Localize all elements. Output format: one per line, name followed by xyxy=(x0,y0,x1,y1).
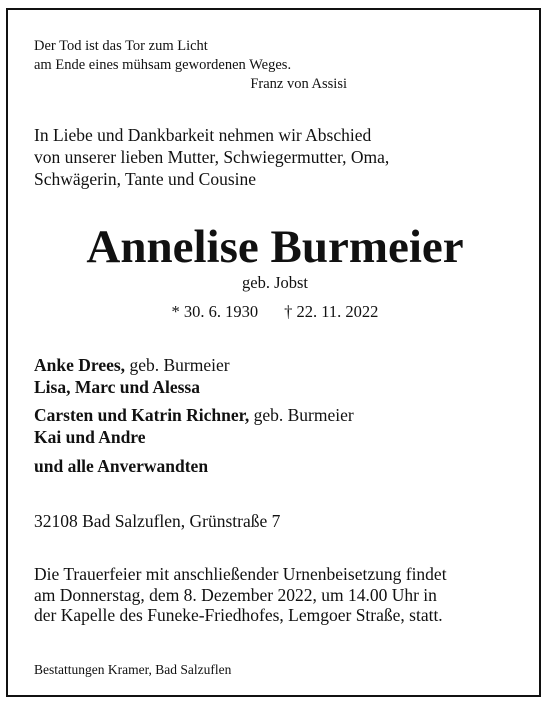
funeral-line: Die Trauerfeier mit anschließender Urnenbeisetzung findet xyxy=(34,564,447,584)
intro-line: Schwägerin, Tante und Cousine xyxy=(34,169,257,189)
mourners-list xyxy=(34,354,354,477)
undertaker: Bestattungen Kramer, Bad Salzuflen xyxy=(34,662,232,677)
mourner-line: Kai und Andre xyxy=(34,427,146,447)
birth-date: * 30. 6. 1930 xyxy=(171,302,259,321)
deceased-name: Annelise Burmeier xyxy=(86,221,464,273)
death-date: † 22. 11. 2022 xyxy=(284,302,379,321)
intro-line: von unserer lieben Mutter, Schwiegermutter, Oma, xyxy=(34,147,390,167)
life-dates xyxy=(0,302,550,322)
intro-line: In Liebe und Dankbarkeit nehmen wir Abschied xyxy=(34,125,372,145)
intro-text xyxy=(34,124,389,190)
birth-name: geb. Jobst xyxy=(242,273,308,292)
address: 32108 Bad Salzuflen, Grünstraße 7 xyxy=(34,511,281,531)
mourner-name: Carsten und Katrin Richner, xyxy=(34,405,250,425)
mourner-line xyxy=(34,354,354,376)
poem-line: am Ende eines mühsam gewordenen Weges. xyxy=(34,57,292,73)
funeral-line: am Donnerstag, dem 8. Dezember 2022, um 14.00 Uhr in xyxy=(34,584,437,605)
mourner-name: Anke Drees, xyxy=(34,355,126,375)
funeral-line: der Kapelle des Funeke-Friedhofes, Lemgoer Straße, statt. xyxy=(34,605,443,625)
mourner-line xyxy=(34,404,354,426)
poem-author: Franz von Assisi xyxy=(250,76,347,92)
poem-line: Der Tod ist das Tor zum Licht xyxy=(34,38,208,54)
mourner-note: geb. Burmeier xyxy=(249,405,354,425)
poem xyxy=(34,37,291,75)
funeral-info xyxy=(34,564,447,626)
mourner-line: Lisa, Marc und Alessa xyxy=(34,377,200,397)
mourner-line: und alle Anverwandten xyxy=(34,456,209,476)
mourner-note: geb. Burmeier xyxy=(125,355,230,375)
